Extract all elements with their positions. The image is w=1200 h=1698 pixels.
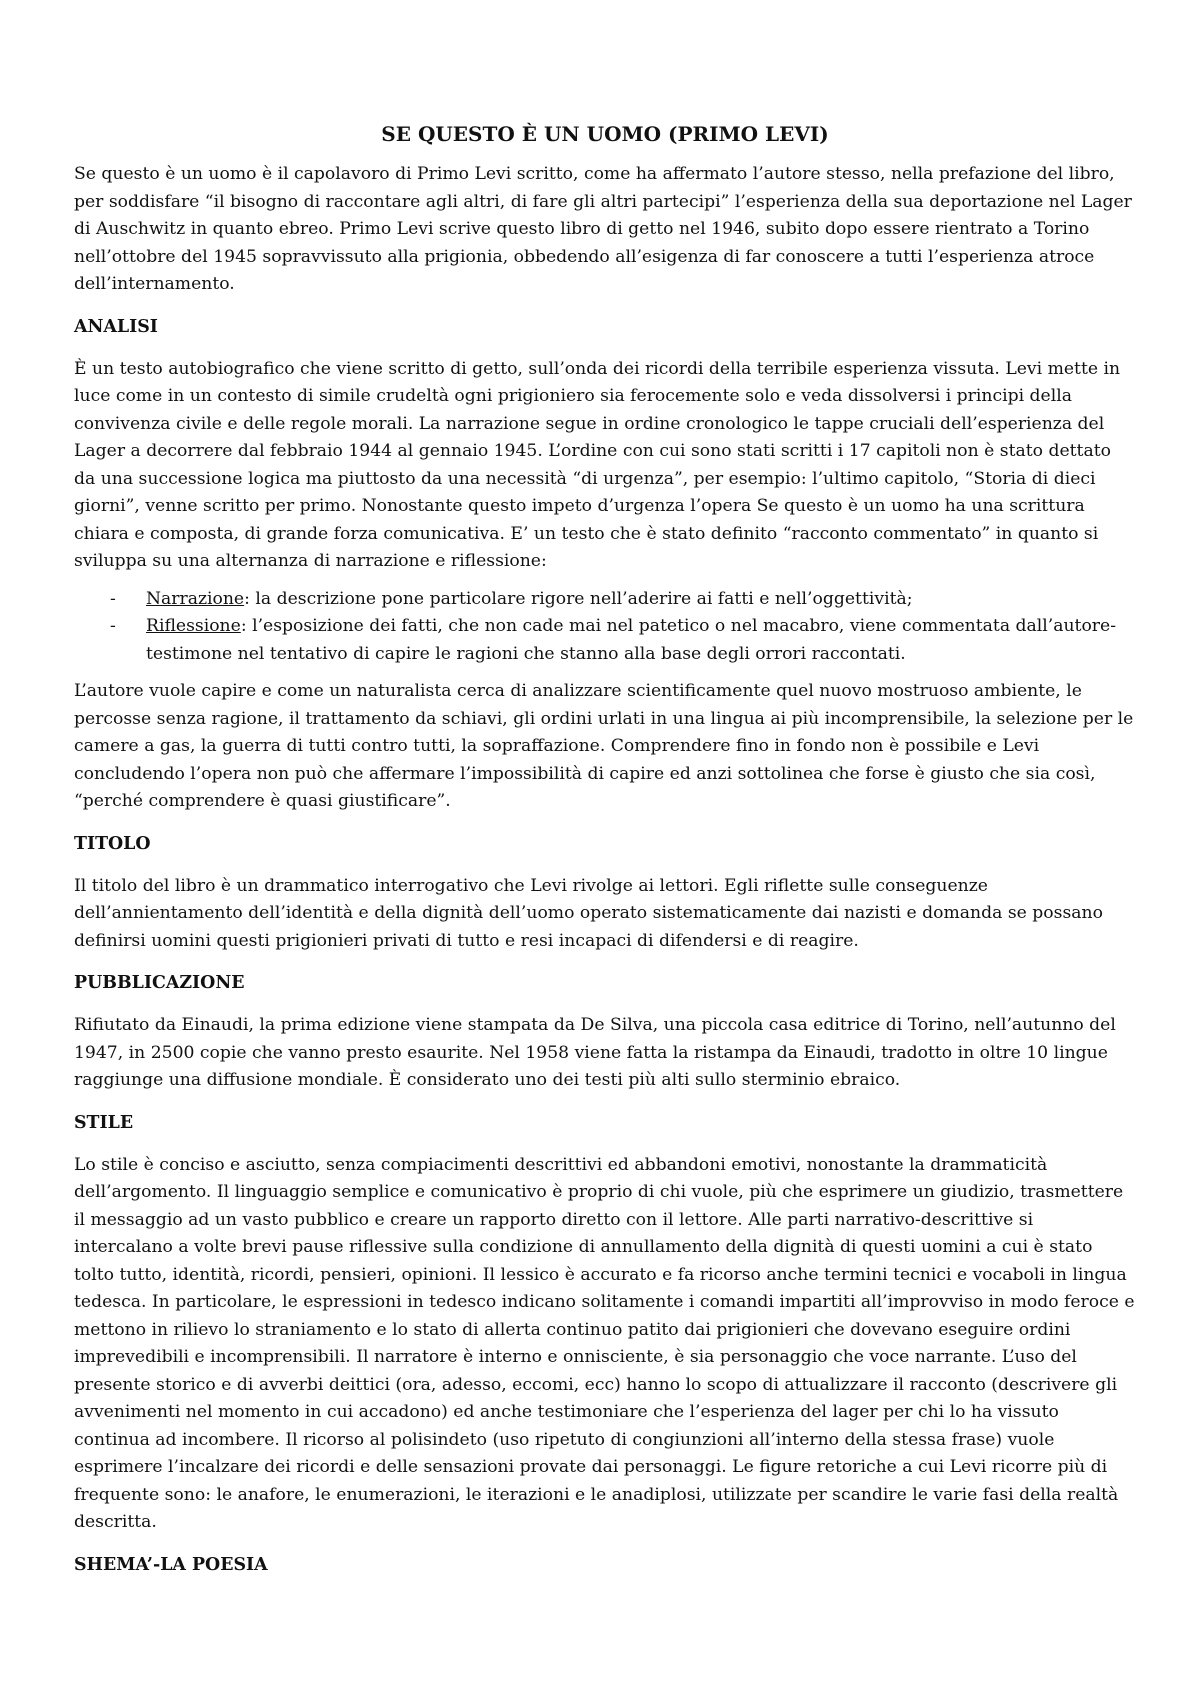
intro-paragraph: Se questo è un uomo è il capolavoro di Primo Levi scritto, come ha affermato l’autore stesso, nella prefazione del libro, per soddisfare “il bisogno di raccontare agli altri, di fare gli altri partecipi” l’esperienza della sua deportazione nel Lager di Auschwitz in quanto ebreo. Primo Levi scrive questo libro di getto nel 1946, subito dopo essere rientrato a Torino nell’ottobre del 1945 sopravvissuto alla prigionia, obbedendo all’esigenza di far conoscere a tutti l’esperienza atroce dell’internamento.	[74, 164, 1132, 294]
document-page	[74, 120, 1136, 1594]
analisi-list	[74, 586, 1136, 669]
section-heading-shema: SHEMA’-LA POESIA	[74, 1554, 268, 1575]
section-heading-titolo: TITOLO	[74, 833, 151, 854]
list-term-riflessione: Riflessione	[146, 616, 241, 636]
section-heading-analisi: ANALISI	[74, 316, 158, 337]
titolo-paragraph: Il titolo del libro è un drammatico interrogativo che Levi rivolge ai lettori. Egli riflette sulle conseguenze dell’annientamento dell’identità e della dignità dell’uomo operato sistematicamente dai nazisti e domanda se possano definirsi uomini questi prigionieri privati di tutto e resi incapaci di difendersi e di reagire.	[74, 875, 1103, 951]
list-dash: -	[110, 616, 116, 636]
section-heading-stile: STILE	[74, 1112, 134, 1133]
pubblicazione-paragraph: Rifiutato da Einaudi, la prima edizione viene stampata da De Silva, una piccola casa editrice di Torino, nell’autunno del 1947, in 2500 copie che vanno presto esaurite. Nel 1958 viene fatta la ristampa da Einaudi, tradotto in oltre 10 lingue raggiunge una diffusione mondiale. È considerato uno dei testi più alti sullo sterminio ebraico.	[74, 1015, 1116, 1090]
stile-paragraph: Lo stile è conciso e asciutto, senza compiacimenti descrittivi ed abbandoni emotivi, nonostante la drammaticità dell’argomento. Il linguaggio semplice e comunicativo è proprio di chi vuole, più che esprimere un giudizio, trasmettere il messaggio ad un vasto pubblico e creare un rapporto diretto con il lettore. Alle parti narrativo-descrittive si intercalano a volte brevi pause riflessive sulla condizione di annullamento della dignità di questi uomini a cui è stato tolto tutto, identità, ricordi, pensieri, opinioni. Il lessico è accurato e fa ricorso anche termini tecnici e vocaboli in lingua tedesca. In particolare, le espressioni in tedesco indicano solitamente i comandi impartiti all’improvviso in modo feroce e mettono in rilievo lo straniamento e lo stato di allerta continuo patito dai prigionieri che dovevano eseguire ordini imprevedibili e incomprensibili. Il narratore è interno e onnisciente, è sia personaggio che voce narrante. L’uso del presente storico e di avverbi deittici (ora, adesso, eccomi, ecc) hanno lo scopo di attualizzare il racconto (descrivere gli avvenimenti nel momento in cui accadono) ed anche testimoniare che l’esperienza del lager per chi lo ha vissuto continua ad incombere. Il ricorso al polisindeto (uso ripetuto di congiunzioni all’interno della stessa frase) vuole esprimere l’incalzare dei ricordi e delle sensazioni provate dai personaggi. Le figure retoriche a cui Levi ricorre più di frequente sono: le anafore, le enumerazioni, le iterazioni e le anadiplosi, utilizzate per scandire le varie fasi della realtà descritta.	[74, 1154, 1135, 1532]
document-title: SE QUESTO È UN UOMO (PRIMO LEVI)	[381, 122, 829, 146]
list-dash: -	[110, 588, 116, 609]
list-item	[74, 586, 1136, 614]
list-item-text: : l’esposizione dei fatti, che non cade mai nel patetico o nel macabro, viene commentata dall’autore-testimone nel tentativo di capire le ragioni che stanno alla base degli orrori raccontati.	[146, 616, 1116, 664]
analisi-paragraph: È un testo autobiografico che viene scritto di getto, sull’onda dei ricordi della terribile esperienza vissuta. Levi mette in luce come in un contesto di simile crudeltà ogni prigioniero sia ferocemente solo e veda dissolversi i principi della convivenza civile e delle regole morali. La narrazione segue in ordine cronologico le tappe cruciali dell’esperienza del Lager a decorrere dal febbraio 1944 al gennaio 1945. L’ordine con cui sono stati scritti i 17 capitoli non è stato dettato da una successione logica ma piuttosto da una necessità “di urgenza”, per esempio: l’ultimo capitolo, “Storia di dieci giorni”, venne scritto per primo. Nonostante questo impeto d’urgenza l’opera Se questo è un uomo ha una scrittura chiara e composta, di grande forza comunicativa. E’ un testo che è stato definito “racconto commentato” in quanto si sviluppa su una alternanza di narrazione e riflessione:	[74, 358, 1121, 571]
list-item	[74, 613, 1136, 668]
analisi-paragraph-2: L’autore vuole capire e come un naturalista cerca di analizzare scientificamente quel nuovo mostruoso ambiente, le percosse senza ragione, il trattamento da schiavi, gli ordini urlati in una lingua ai più incomprensibile, la selezione per le camere a gas, la guerra di tutti contro tutti, la sopraffazione. Comprendere fino in fondo non è possibile e Levi concludendo l’opera non può che affermare l’impossibilità di capire ed anzi sottolinea che forse è giusto che sia così, “perché comprendere è quasi giustificare”.	[74, 681, 1134, 811]
list-item-text: : la descrizione pone particolare rigore nell’aderire ai fatti e nell’oggettività;	[244, 588, 913, 609]
list-term-narrazione: Narrazione	[146, 588, 245, 609]
section-heading-pubblicazione: PUBBLICAZIONE	[74, 973, 245, 993]
